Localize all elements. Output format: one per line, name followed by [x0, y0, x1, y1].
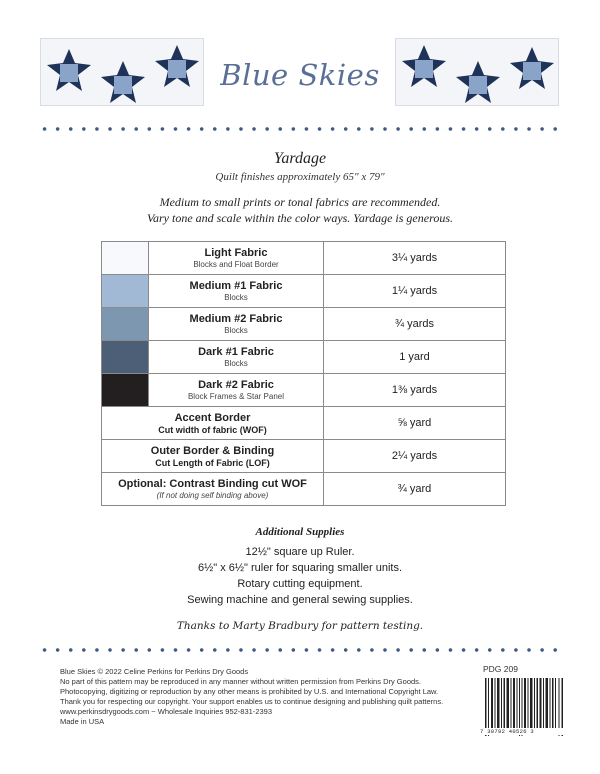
star-icon — [402, 45, 446, 87]
fabric-amount: 1 yard — [324, 341, 506, 374]
star-quilt-illustration — [396, 39, 559, 106]
fabric-amount: 1⅜ yards — [324, 374, 506, 407]
quilt-banner-left — [40, 38, 204, 106]
fabric-swatch — [102, 341, 149, 374]
fabric-name: Medium #1 Fabric — [189, 279, 283, 292]
dotted-divider-bottom — [38, 648, 562, 652]
fabric-name: Dark #2 Fabric — [198, 378, 274, 391]
website-line: www.perkinsdrygoods.com ~ Wholesale Inquiries 952-831-2393 — [60, 707, 272, 716]
fabric-use: Blocks — [224, 292, 248, 302]
copyright-line: Blue Skies © 2022 Celine Perkins for Perkins Dry Goods — [60, 667, 249, 676]
fabric-swatch — [102, 275, 149, 308]
copyright-notice: Photocopying, digitizing or reproduction by any other means is prohibited by U.S. and International Copyright Law. — [60, 687, 439, 696]
fabric-swatch — [102, 242, 149, 275]
fabric-name-cell — [149, 374, 324, 407]
supplies-heading: Additional Supplies — [255, 526, 345, 538]
recommendation-line-1: Medium to small prints or tonal fabrics are recommended. — [159, 195, 441, 209]
fabric-name: Dark #1 Fabric — [198, 345, 274, 358]
fabric-amount: 1¼ yards — [324, 275, 506, 308]
fabric-name-cell — [149, 341, 324, 374]
fabric-name: Medium #2 Fabric — [189, 312, 283, 325]
star-icon — [510, 47, 554, 89]
fabric-name: Light Fabric — [204, 246, 268, 259]
table-row — [102, 275, 506, 308]
star-quilt-illustration — [41, 39, 204, 106]
table-row — [102, 407, 506, 440]
quilt-banner-right — [395, 38, 559, 106]
binding-note: (If not doing self binding above) — [156, 490, 269, 500]
supply-item: Rotary cutting equipment. — [237, 578, 363, 590]
made-in-line: Made in USA — [60, 717, 105, 726]
fabric-use: Blocks — [224, 358, 248, 368]
pattern-logo: Blue Skies — [220, 58, 380, 92]
copyright-notice: No part of this pattern may be reproduced in any manner without written permission from Perkins Dry Goods. — [60, 677, 421, 686]
fabric-swatch — [102, 308, 149, 341]
yardage-table — [101, 241, 506, 506]
fabric-swatch — [102, 374, 149, 407]
fabric-name-cell — [149, 275, 324, 308]
table-row — [102, 473, 506, 506]
star-icon — [456, 61, 500, 103]
table-row — [102, 308, 506, 341]
star-icon — [101, 61, 145, 103]
border-amount: 2¼ yards — [324, 440, 506, 473]
table-row — [102, 341, 506, 374]
fabric-name-cell — [149, 242, 324, 275]
border-cut: Cut width of fabric (WOF) — [158, 424, 267, 435]
supply-item: 12½" square up Ruler. — [245, 546, 355, 558]
supply-item: Sewing machine and general sewing supplies. — [187, 594, 413, 606]
table-row — [102, 374, 506, 407]
page-title: Yardage — [273, 150, 327, 167]
border-cut: Cut Length of Fabric (LOF) — [155, 457, 270, 468]
star-icon — [155, 45, 199, 87]
supply-item: 6½" x 6½" ruler for squaring smaller units. — [197, 562, 403, 574]
table-row — [102, 242, 506, 275]
binding-amount: ¾ yard — [324, 473, 506, 506]
fabric-use: Block Frames & Star Panel — [187, 391, 285, 401]
fabric-use: Blocks and Float Border — [193, 259, 279, 269]
fabric-amount: 3¼ yards — [324, 242, 506, 275]
binding-name: Optional: Contrast Binding cut WOF — [118, 477, 307, 490]
binding-name-cell — [102, 473, 324, 506]
dotted-divider-top — [38, 127, 562, 131]
border-name: Outer Border & Binding — [150, 444, 275, 457]
barcode-number: 7 30792 40526 3 — [480, 728, 570, 735]
product-code: PDG 209 — [483, 664, 518, 674]
recommendation-line-2: Vary tone and scale within the color ways. Yardage is generous. — [147, 211, 453, 225]
fabric-name-cell — [149, 308, 324, 341]
quilt-size-note: Quilt finishes approximately 65" x 79" — [215, 171, 385, 183]
fabric-amount: ¾ yards — [324, 308, 506, 341]
copyright-notice: Thank you for respecting our copyright. Your support enables us to continue designing and publishing quilt patterns. — [60, 697, 444, 706]
fabric-use: Blocks — [224, 325, 248, 335]
border-name-cell — [102, 407, 324, 440]
star-icon — [47, 49, 91, 91]
table-row — [102, 440, 506, 473]
border-name-cell — [102, 440, 324, 473]
border-amount: ⅝ yard — [324, 407, 506, 440]
thanks-note: Thanks to Marty Bradbury for pattern testing. — [176, 620, 424, 632]
border-name: Accent Border — [174, 411, 251, 424]
